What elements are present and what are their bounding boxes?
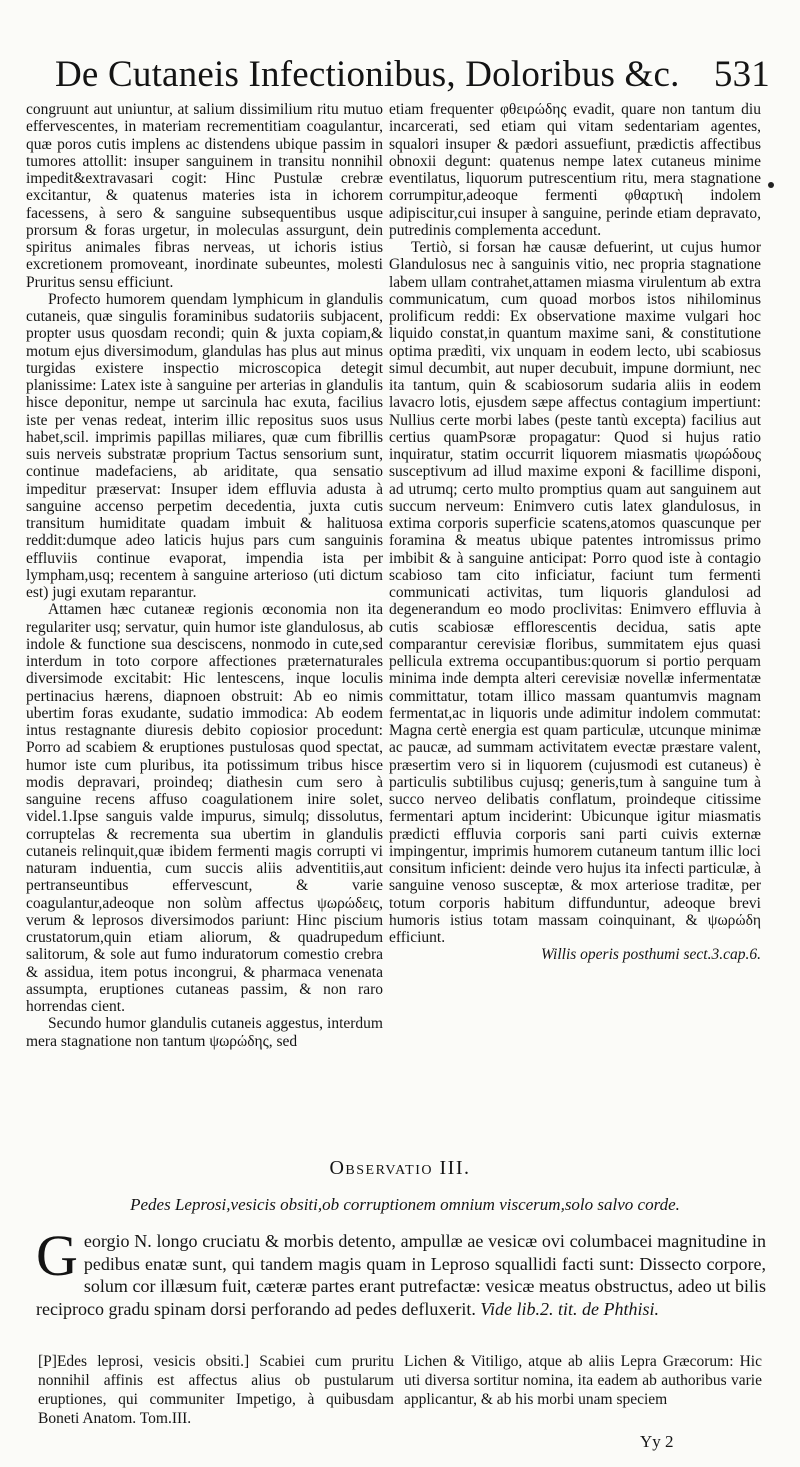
paragraph: Tertiò, si forsan hæ causæ defuerint, ut cujus humor Glandulosus nec à sanguinis vitio, nec propria stagnatione labem ullam contrahet,attamen miasma virulentum ab extra communicatum, cum quoad morbos istos nihilominus prolificum reddi: Ex observatione maxime vulgari hoc liquido constat,in quantum maxime sani, & constitutione optima prædìti, vix unquam in eodem lecto, ubi scabiosus simul decumbit, aut nuper decubuit, impune dormiunt, nec ita tantum, quin & scabiosorum sudaria aliis in eodem lavacro lotis, ejusdem sæpe affectus contagium impertiunt: Nullius certe morbi labes (peste tantù excepta) facilius aut certius quamPsoræ propagatur: Quod si hujus ratio inquiratur, statim occurrit liquorem miasmatis ψωρώδους susceptivum ad illud maxime exponi & facillime disponi, ad utrumq; certo multo promptius quam aut sanguinem aut succum nerveum: Enimvero cutis latex glandulosus, in extima corporis superficie scatens,atomos quascunque per foramina & meatus ubique patentes intromissus primo imbibit & à sanguine anticipat: Porro quod iste à contagio scabioso tam cito inficiatur, faciunt tum fermenti communicati activitas, tum liquoris glandulosi ad degenerandum eo modo proclivitas: Enimvero effluvia à cutis scabiosæ efflorescentis decidua, satis apte comparantur cerevisiæ floribus, summitatem ejus quasi pellicula extrema occupantibus:quorum si portio perquam minima inde dempta alteri cerevisiæ novellæ infermentatæ committatur, totam illico massam quantumvis magnam fermentat,ac in liquoris unde adimitur indolem commutat: Magna certè energia est quam particulæ, utcunque minimæ ac paucæ, ad summam activitatem evectæ præstare valent, præsertim vero si in liquorem (cujusmodi est cutaneus) è particulis subtilibus cujusq; generis,tum à sanguine tum à succo nerveo delibatis conflatum, proindeque citissime fermentari aptum inciderint: Ubicunque igitur miasmatis prædicti effluvia corporis sani parti cuivis externæ impingentur, imprimis humorem cutaneum tantum illic loci consitum inficient: deinde vero hujus ita infecti particulæ, à sanguine venoso susceptæ, & mox arteriose traditæ, per totum corporis habitum diffunduntur, adeoque brevi humoris istius totam massam coinquinant, & ψωρώδη efficiunt. xyxy=(389,239,761,946)
observation-heading: Observatio III. xyxy=(329,1157,471,1179)
running-header xyxy=(55,52,770,98)
ink-dot-mark xyxy=(768,182,774,188)
paragraph: etiam frequenter φθειρώδης evadit, quare non tantum diu incarcerati, sed etiam qui vitam sedentariam agentes, squalori insuper & pædori assuefiunt, prædictis affectibus obnoxii degunt: quatenus nempe latex cutaneus minime eventilatus, liquorum putrescentium ritu, mera stagnatione corrumpitur,adeoque fermenti φθαρτικὴ indolem adipiscitur,cui insuper à sanguine, perinde etiam depravato, putredinis complementa accedunt. xyxy=(389,101,761,239)
running-title: De Cutaneis Infectionibus, Doloribus &c. xyxy=(55,54,680,95)
observation-reference: Vide lib.2. tit. de Phthisi. xyxy=(480,1298,659,1319)
right-column xyxy=(389,101,761,964)
footnote-left: [P]Edes leprosi, vesicis obsiti.] Scabiei cum pruritu nonnihil affinis est affectus alius ob pustularum eruptiones, qui communiter Impetigo, à quibusdam Boneti Anatom. Tom.III. xyxy=(38,1353,394,1427)
paragraph: Profecto humorem quendam lymphicum in glandulis cutaneis, quæ singulis foraminibus sudatoriis subjacent, propter usus quosdam recondi; quin & juxta copiam,& motum ejus diversimodum, glandulas has plus aut minus turgidas existere inspectio microscopica detegit planissime: Latex iste à sanguine per arterias in glandulis hisce deponitur, nempe ut sarcinula hac exuta, facilius iste per venas redeat, interim illic repositus suos usus habet,scil. imprimis papillas miliares, quæ cum fibrillis suis nerveis substratæ proprium Tactus sensorium sunt, continue madefaciens, ab ariditate, qua sensatio impeditur præservat: Insuper idem effluvia adusta à sanguine accenso perpetim decedentia, juxta cutis transitum humiditate quadam imbuit & halituosa reddit:dumque adeo laticis hujus pars cum sanguinis effluviis continue evaporat, impendia ista per lympham,usq; recentem à sanguine arterioso (uti dictum est) jugi exutam reparantur. xyxy=(26,290,383,601)
observation-subtitle: Pedes Leprosi,vesicis obsiti,ob corruptionem omnium viscerum,solo salvo corde. xyxy=(130,1195,680,1214)
left-column xyxy=(26,101,383,1050)
page-number: 531 xyxy=(713,54,770,95)
paragraph: Secundo humor glandulis cutaneis aggestus, interdum mera stagnatione non tantum ψωρώδης, sed xyxy=(26,1015,383,1050)
footnote-right: Lichen & Vitiligo, atque ab aliis Lepra Græcorum: Hic uti diversa sortitur nomina, ita eadem ab authoribus varie applicantur, & ab his morbi unam speciem xyxy=(404,1353,762,1408)
observation-body xyxy=(36,1223,766,1320)
paragraph: Attamen hæc cutaneæ regionis œconomia non ita regulariter usq; servatur, quin humor iste glandulosus, ab indole & functione sua desciscens, nonmodo in cute,sed interdum in toto corpore affectiones præternaturales diversimode excitabit: Hic lentescens, inque loculis pertinacius hærens, diapnoen obstruit: Ab eo nimis ubertim foras exudante, sudatio immodica: Ab eodem intus restagnante diuresis debito copiosior procedunt: Porro ad scabiem & eruptiones pustulosas quod spectat, humor iste cum pluribus, ita potissimum tribus hisce modis depravari, proindeq; diathesin cum sero à sanguine recens affuso coagulationem inire solet, videl.1.Ipse sanguis valde impurus, simulq; dissolutus, corruptelas & recrementa sua ubertim in glandulis cutaneis relinquit,quæ ibidem fermenti magis corrupti vi naturam induentia, cum succis aliis adventitiis,aut pertranseuntibus effervescunt, & varie coagulantur,adeoque non solùm affectus ψωρώδεις, verum & leprosos diversimodos pariunt: Hinc piscium crustatorum,quin etiam aliorum, & quadrupedum salitorum, & sole aut fumo induratorum comestio crebra & assidua, item potus incongrui, & pharmaca venenata assumpta, eruptiones cutaneas passim, & non raro horrendas cient. xyxy=(26,601,383,1015)
paragraph: congruunt aut uniuntur, at salium dissimilium ritu mutuo effervescentes, in materiam recrementitiam coagulantur, quæ poros cutis implens ac distendens ubique passim in tumores attollit: insuper sanguinem in transitu nonnihil impedit&extravasari cogit: Hinc Pustulæ crebræ excitantur, & quatenus materies ista in ichorem facessens, à sero & sanguine subsequentibus usque prorsum & foras urgetur, in moleculas assurgunt, dein spiritus animales fibras nerveas, ut ichoris istius excretionem promoveant, inordinate subeuntes, molesti Pruritus sensu efficiunt. xyxy=(26,101,383,291)
drop-cap: G xyxy=(36,1223,78,1288)
citation: Willis operis posthumi sect.3.cap.6. xyxy=(540,946,761,964)
signature-mark: Yy 2 xyxy=(640,1432,674,1451)
observation-text: eorgio N. longo cruciatu & morbis detento, ampullæ ae vesicæ ovi columbacei magnitudine in pedibus enatæ sunt, qui tandem magis quam in Leproso squallidi facti sunt: Dissecto corpore, solum cor illæsum fuit, cæteræ partes erant putrefactæ: vesicæ meatus obstructus, adeo ut bilis reciproco gradu spinam dorsi perforando ad pedes defluxerit. xyxy=(36,1231,766,1319)
